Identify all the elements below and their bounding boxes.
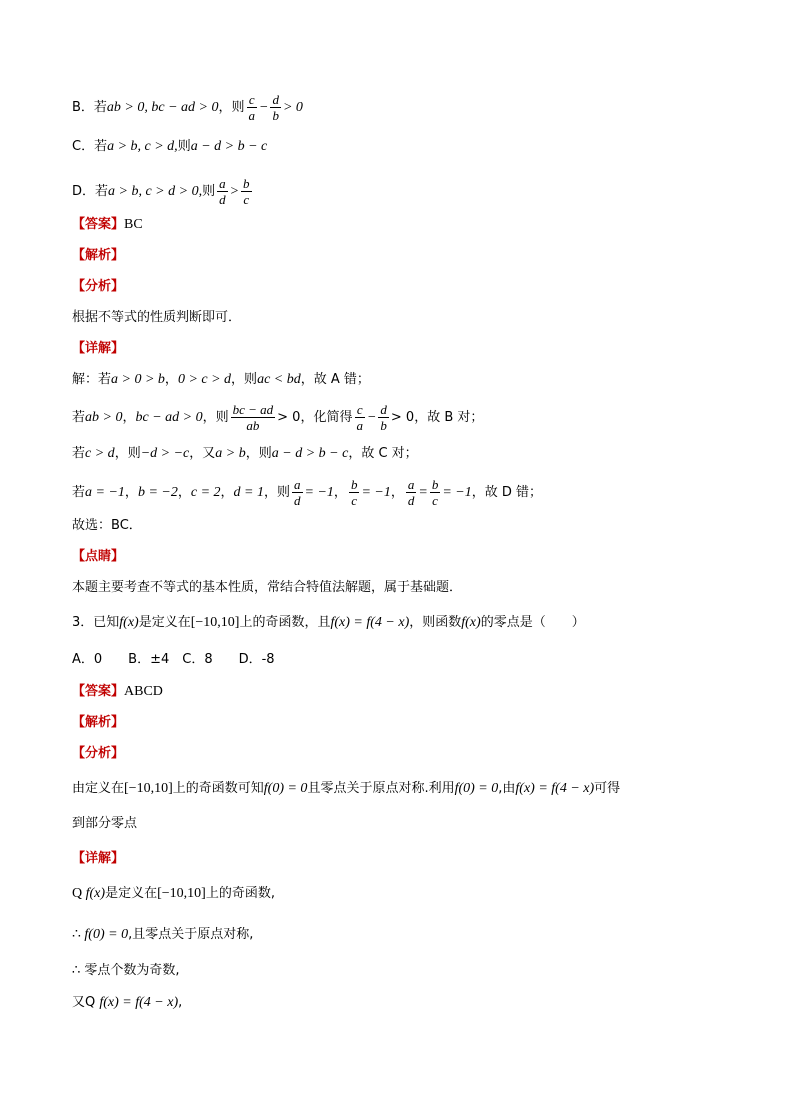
q2-frac-b-c-2: $\frac{b}{c}$ bbox=[431, 477, 439, 508]
q3-stem: 3．已知f(x)是定义在[−10,10]上的奇函数，且f(x) = f(4 − x)，则函数f(x)的零点是（ ） bbox=[72, 615, 585, 630]
q3-fenxi-line-2: 到部分零点 bbox=[72, 816, 138, 831]
option-b-prefix: B．若 bbox=[72, 100, 107, 115]
option-b-frac-2: $\frac{d}{b}$ bbox=[272, 92, 279, 123]
option-c-cond: a > b, c > d, bbox=[107, 139, 178, 154]
option-d-frac-2: $\frac{b}{c}$ bbox=[243, 176, 250, 207]
q3-step-1: Q f(x)是定义在[−10,10]上的奇函数, bbox=[72, 886, 275, 901]
q3-answer-value: ABCD bbox=[124, 684, 163, 699]
option-b-frac-1: $\frac{c}{a}$ bbox=[248, 92, 255, 123]
q2-choose: 故选：BC． bbox=[72, 518, 142, 533]
q2-answer-value: BC bbox=[124, 217, 143, 232]
q2-comment: 本题主要考查不等式的基本性质，常结合特值法解题，属于基础题． bbox=[72, 580, 463, 595]
q2-detail-line-3: 若c > d，则−d > −c，又a > b，则a − d > b − c，故 C 对； bbox=[72, 446, 418, 461]
q2-frac-d-b: $\frac{d}{b}$ bbox=[380, 402, 387, 433]
option-c-expr: a − d > b − c bbox=[190, 139, 268, 154]
option-b-tail: > 0 bbox=[282, 100, 303, 115]
q2-fenxi-text: 根据不等式的性质判断即可． bbox=[72, 310, 242, 325]
q3-fenxi-tag: 【分析】 bbox=[72, 746, 125, 761]
q2-frac-a-d-2: $\frac{a}{d}$ bbox=[407, 477, 415, 508]
q3-fenxi-line-1: 由定义在[−10,10]上的奇函数可知f(0) = 0且零点关于原点对称.利用f(0) = 0,由f(x) = f(4 − x)可得 bbox=[72, 781, 621, 796]
option-b-then: ，则 bbox=[218, 100, 245, 115]
q3-step-4: 又Q f(x) = f(4 − x), bbox=[72, 995, 183, 1010]
option-c-prefix: C．若 bbox=[72, 139, 108, 154]
option-d-then: 则 bbox=[202, 184, 216, 199]
q3-options: A．0 B．±4 C．8 D．-8 bbox=[72, 652, 275, 667]
option-b bbox=[72, 92, 730, 123]
option-b-cond: ab > 0, bc − ad > 0 bbox=[106, 100, 219, 115]
option-d-cond: a > b, c > d > 0, bbox=[108, 184, 203, 199]
q3-analysis-tag: 【解析】 bbox=[72, 715, 125, 730]
q2-answer bbox=[72, 216, 730, 234]
q2-frac-b-c-1: $\frac{b}{c}$ bbox=[350, 477, 358, 508]
option-c-then: 则 bbox=[177, 139, 191, 154]
q2-frac-a-d-1: $\frac{a}{d}$ bbox=[294, 477, 301, 508]
option-d-gt: > bbox=[229, 184, 240, 199]
option-b-minus: − bbox=[259, 100, 269, 115]
q2-detail-line-2: 若ab > 0，bc − ad > 0，则 $\frac{bc - ad}{ab}$ > 0，化简得 $\frac{c}{a}$ − $\frac{d}{b}$ > 0，故 B 对； bbox=[72, 402, 484, 433]
q2-detail-line-4: 若a = −1，b = −2，c = 2，d = 1，则 $\frac{a}{d}$ = −1， $\frac{b}{c}$ = −1， $\frac{a}{d}$ = $\frac{b}{c}$ = −1，故 D 错； bbox=[72, 477, 542, 508]
q2-answer-tag: 【答案】 bbox=[72, 217, 125, 232]
q3-step-3: ∴ 零点个数为奇数, bbox=[72, 963, 180, 978]
q2-fenxi-tag: 【分析】 bbox=[72, 279, 125, 294]
q2-detail-line-1: 解：若a > 0 > b，0 > c > d，则ac < bd，故 A 错； bbox=[72, 372, 370, 387]
option-d bbox=[72, 176, 730, 207]
option-d-prefix: D．若 bbox=[72, 184, 109, 199]
option-c bbox=[72, 138, 730, 156]
q3-step-2: ∴ f(0) = 0,且零点关于原点对称, bbox=[72, 927, 254, 942]
q3-detail-tag: 【详解】 bbox=[72, 851, 125, 866]
q2-frac-c-a: $\frac{c}{a}$ bbox=[356, 402, 363, 433]
q2-analysis-tag: 【解析】 bbox=[72, 248, 125, 263]
q2-frac-bcad-ab: $\frac{bc - ad}{ab}$ bbox=[232, 402, 274, 433]
q2-detail-tag: 【详解】 bbox=[72, 341, 125, 356]
option-d-frac-1: $\frac{a}{d}$ bbox=[219, 176, 226, 207]
q3-answer: 【答案】ABCD bbox=[72, 684, 163, 699]
q2-comment-tag: 【点睛】 bbox=[72, 549, 125, 564]
